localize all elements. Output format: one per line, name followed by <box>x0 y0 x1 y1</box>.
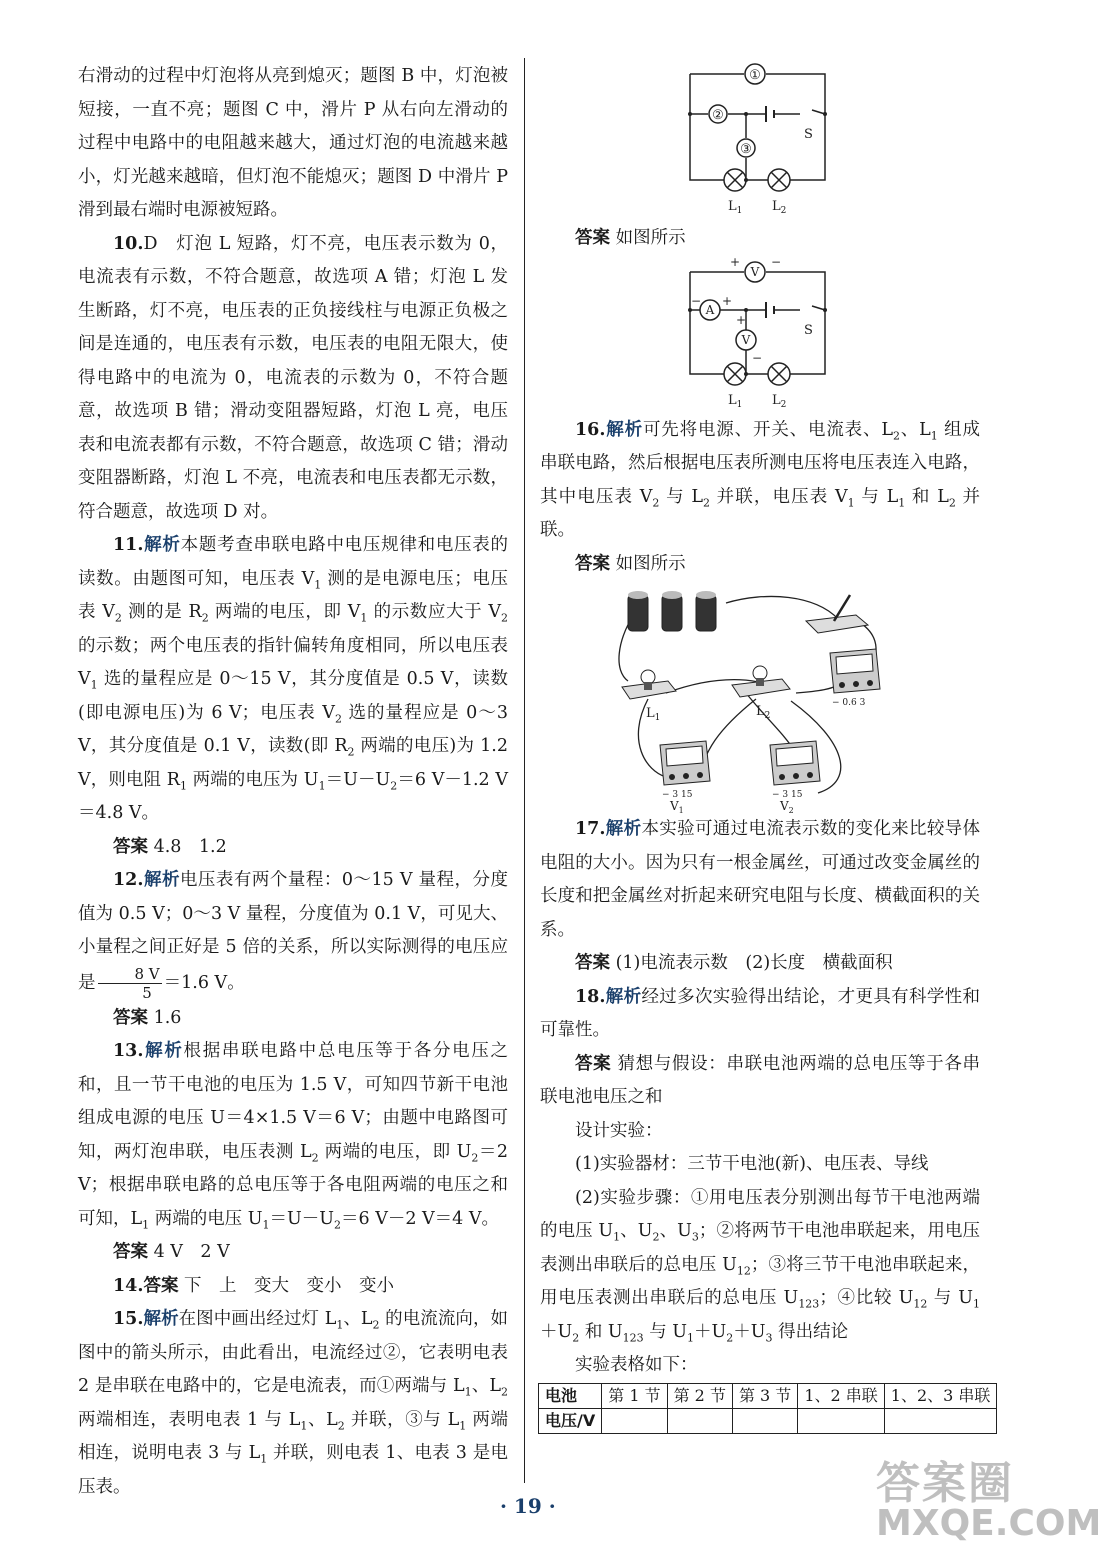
q9-continuation: 右滑动的过程中灯泡将从亮到熄灭；题图 B 中，灯泡被短接，一直不亮；题图 C 中，滑片 P 从右向左滑动的过程中电路中的电阻越来越大，通过灯泡的电流越来越小，灯光越来越暗，但灯泡不能熄灭；题图 D 中滑片 P 滑到最右端时电源被短路。 <box>78 66 508 220</box>
step-2: (2)实验步骤：①用电压表分别测出每节干电池两端的电压 $U_1$、$U_2$、$U_3$；②将两节干电池串联起来，用电压表测出串联后的总电压 $U_{12}$；③将三节干电池串联起来，用电压表测出串联后的总电压 $U_{123}$；④比较 $U_{12}$ 与 $U_1+U_2$ 和 $U_{123}$ 与 $U_1+U_2+U_3$ 得出结论 <box>540 1187 981 1344</box>
circuit-diagram-2 <box>670 256 840 414</box>
svg-text:−: − <box>771 254 782 269</box>
svg-text:L1: $L_1$ <box>728 392 743 410</box>
svg-text:−: − <box>752 350 763 365</box>
experiment-table <box>538 1383 997 1434</box>
svg-text:L1: $L_1$ <box>646 706 661 723</box>
q14-answer: 14.答案 下 上 变大 变小 变小 <box>113 1275 395 1296</box>
lamp-l1-label: $L_1$ <box>728 199 743 216</box>
table-header-cell: 第 3 节 <box>732 1383 797 1408</box>
q13-paragraph: 13.解析根据串联电路中总电压等于各分电压之和，且一节干电池的电压为 1.5 V，可知四节新干电池组成电源的电压 U＝4×1.5 V＝6 V；由题中电路图可知，两灯泡串联，电压表测 $L_2$ 两端的电压，即 $U_2=2$ V；根据串联电路的总电压等于各电阻两端的电压之和可知，$L_1$ 两端的电压 $U_1=U-U_2=6$ V－2 V＝4 V。 <box>78 1041 509 1231</box>
meter-2-label: ② <box>712 108 724 123</box>
svg-text:L2: $L_2$ <box>756 704 771 721</box>
svg-text:+: + <box>730 254 741 269</box>
q17-answer: 答案 (1)电流表示数 (2)长度 横截面积 <box>575 953 893 973</box>
jiexi-label: 解析 <box>143 535 181 555</box>
q18-paragraph: 18.解析经过多次实验得出结论，才更具有科学性和可靠性。 <box>540 986 981 1040</box>
wiring-illustration <box>606 581 886 813</box>
q11-paragraph: 11.解析本题考查串联电路中电压规律和电压表的读数。由题图可知，电压表 $V_1$ 测的是电源电压；电压表 $V_2$ 测的是 $R_2$ 两端的电压，即 $V_1$ 的示数应大于 $V_2$ 的示数；两个电压表的指针偏转角度相同，所以电压表 $V_1$ 选的量程应是 0～15 V，其分度值是 0.5 V，读数(即电源电压)为 6 V；电压表 $V_2$ 选的量程应是 0～3 V，其分度值是 0.1 V，读数(即 $R_2$ 两端的电压)为 1.2 V，则电阻 $R_1$ 两端的电压为 $U_1=U-U_2=6$ V－1.2 V＝4.8 V。 <box>78 535 509 823</box>
watermark-logo: 答案圈 MXQE.COM <box>876 1458 1101 1544</box>
ammeter-label: A <box>705 302 715 317</box>
lamp-l2-label: $L_2$ <box>772 199 787 216</box>
page-number: · 19 · <box>500 1494 556 1518</box>
table-cell <box>667 1408 732 1433</box>
table-header-cell: 1、2、3 串联 <box>884 1383 997 1408</box>
q11-answer: 答案 4.8 1.2 <box>113 836 227 857</box>
left-column <box>78 60 508 1504</box>
switch-label: S <box>804 127 813 142</box>
table-cell <box>884 1408 997 1433</box>
svg-text:+: + <box>736 312 747 327</box>
q18-answer: 答案 猜想与假设：串联电池两端的总电压等于各串联电池电压之和 <box>540 1053 980 1107</box>
q17-paragraph: 17.解析本实验可通过电流表示数的变化来比较导体电阻的大小。因为只有一根金属丝，可通过改变金属丝的长度和把金属丝对折起来研究电阻与长度、横截面积的关系。 <box>540 819 981 940</box>
q12-answer: 答案 1.6 <box>113 1007 182 1028</box>
q15-answer: 答案 如图所示 <box>575 228 686 248</box>
meter-1-label: ① <box>749 68 761 83</box>
right-column <box>540 60 991 1434</box>
meter-3-label: ③ <box>740 142 752 157</box>
table-cell <box>602 1408 667 1433</box>
circuit-diagram-1 <box>670 60 840 218</box>
q16-answer: 答案 如图所示 <box>575 553 686 574</box>
svg-text:L2: $L_2$ <box>772 392 787 410</box>
svg-text:V2: $V_2$ <box>780 799 794 815</box>
svg-text:S: S <box>804 322 813 338</box>
table-cell <box>732 1408 797 1433</box>
fraction: $\frac{8 V}{5}$ <box>98 965 162 1002</box>
step-1: (1)实验器材：三节干电池(新)、电压表、导线 <box>575 1154 929 1174</box>
q12-paragraph: 12.解析电压表有两个量程：0～15 V 量程，分度值为 0.5 V；0～3 V 量程，分度值为 0.1 V，可见大、小量程之间正好是 5 倍的关系，所以实际测得的电压应是 $\frac{8 V}{5}$ ＝1.6 V。 <box>78 870 508 1002</box>
svg-text:− 3 15: − 3 15 <box>772 790 803 800</box>
table-header-cell: 第 2 节 <box>667 1383 732 1408</box>
table-cell <box>798 1408 884 1433</box>
q10-paragraph: 10.D 灯泡 L 短路，灯不亮，电压表示数为 0，电流表有示数，不符合题意，故选项 A 错；灯泡 L 发生断路，灯不亮，电压表的正负接线柱与电源正负极之间是连通的，电压表有示数，电压表的电阻无限大，使得电路中的电流为 0，电流表的示数为 0，不符合题意，故选项 B 错；滑动变阻器短路，灯泡 L 亮，电压表和电流表都有示数，不符合题意，故选项 C 错；滑动变阻器断路，灯泡 L 不亮，电流表和电压表都无示数，符合题意，故选项 D 对。 <box>78 233 508 522</box>
table-header-row <box>539 1383 997 1408</box>
q13-answer: 答案 4 V 2 V <box>113 1242 230 1262</box>
voltmeter-label: V <box>750 264 760 279</box>
table-header-cell: 电池 <box>539 1383 602 1408</box>
table-intro: 实验表格如下： <box>575 1355 698 1375</box>
design-heading: 设计实验： <box>575 1120 663 1141</box>
table-row-label: 电压/V <box>539 1408 602 1433</box>
table-header-cell: 1、2 串联 <box>798 1383 884 1408</box>
q16-paragraph: 16.解析可先将电源、开关、电流表、$L_2$、$L_1$ 组成串联电路，然后根据电压表所测电压将电压表连入电路，其中电压表 $V_2$ 与 $L_2$ 并联，电压表 $V_1$ 与 $L_1$ 和 $L_2$ 并联。 <box>540 419 981 540</box>
svg-text:+: + <box>722 293 733 308</box>
svg-text:− 3 15: − 3 15 <box>662 790 693 800</box>
q15-paragraph: 15.解析在图中画出经过灯 $L_1$、$L_2$ 的电流流向，如图中的箭头所示，由此看出，电流经过②，它表明电表 2 是串联在电路中的，它是电流表，而①两端与 $L_1$、$L_2$ 两端相连，表明电表 1 与 $L_1$、$L_2$ 并联，③与 $L_1$ 两端相连，说明电表 3 与 $L_1$ 并联，则电表 1、电表 3 是电压表。 <box>78 1309 508 1497</box>
svg-text:−: − <box>691 293 702 308</box>
svg-text:V1: $V_1$ <box>670 799 684 815</box>
column-divider <box>524 58 525 1483</box>
table-header-cell: 第 1 节 <box>602 1383 667 1408</box>
table-row <box>539 1408 997 1433</box>
voltmeter-2-label: V <box>741 332 751 347</box>
svg-text:− 0.6 3: − 0.6 3 <box>832 698 866 708</box>
